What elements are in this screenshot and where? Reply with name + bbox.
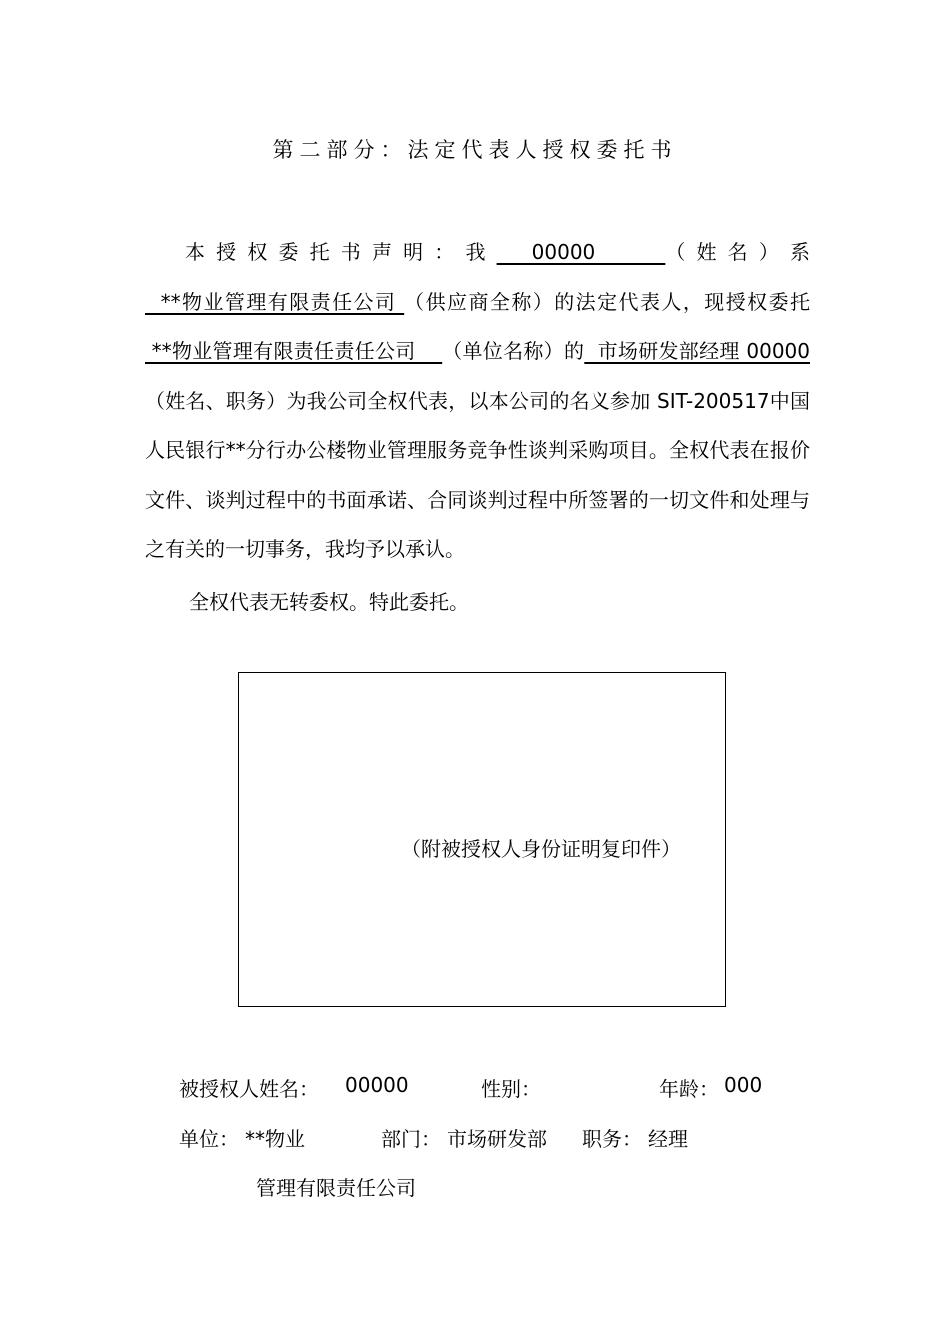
statement-name-hint: （姓名）系	[665, 240, 810, 264]
id-copy-box	[238, 672, 726, 1007]
department-value: 市场研发部	[447, 1127, 547, 1151]
unit-label: 单位：	[179, 1127, 239, 1151]
authorized-name-value: 00000	[345, 1073, 409, 1097]
statement-unit-hint: （单位名称）的	[442, 339, 585, 363]
document-title: 第二部分：法定代表人授权委托书	[272, 138, 678, 162]
age-label: 年龄：	[659, 1077, 719, 1101]
authorization-statement	[145, 228, 810, 575]
statement-position-hint: （姓名、职务）为我公司全权代表，以本公司的名义参加	[145, 388, 658, 413]
supplier-name: **物业管理有限责任公司	[145, 289, 405, 314]
department-label: 部门：	[381, 1127, 441, 1151]
project-code: SIT-200517	[657, 388, 770, 413]
unit-value-line2: 管理有限责任公司	[256, 1176, 416, 1200]
unit-name: **物业管理有限责任责任公司	[145, 339, 443, 363]
age-value: 000	[724, 1073, 763, 1097]
position-and-name: 市场研发部经理 00000	[584, 339, 810, 363]
job-title-value: 经理	[648, 1127, 688, 1151]
representative-name: 00000	[496, 240, 666, 264]
statement-supplier-hint: （供应商全称）的法定代表人，现授权委托	[404, 289, 811, 314]
id-copy-label: （附被授权人身份证明复印件）	[401, 837, 681, 861]
gender-label: 性别：	[481, 1077, 541, 1101]
job-title-label: 职务：	[582, 1127, 642, 1151]
statement-project: 中国人民银行**分行办公楼物业管理服务竞争性谈判采购项目。全权代表在报价文件、谈判过程中的书面承诺、合同谈判过程中所签署的一切文件和处理与之有关的一切事务，我均予以承认。	[145, 388, 810, 561]
unit-value-line1: **物业	[245, 1127, 305, 1151]
authorized-name-label: 被授权人姓名：	[179, 1077, 319, 1101]
no-transfer-note: 全权代表无转委权。特此委托。	[189, 590, 469, 614]
statement-intro: 本授权委托书声明：我	[185, 240, 497, 264]
